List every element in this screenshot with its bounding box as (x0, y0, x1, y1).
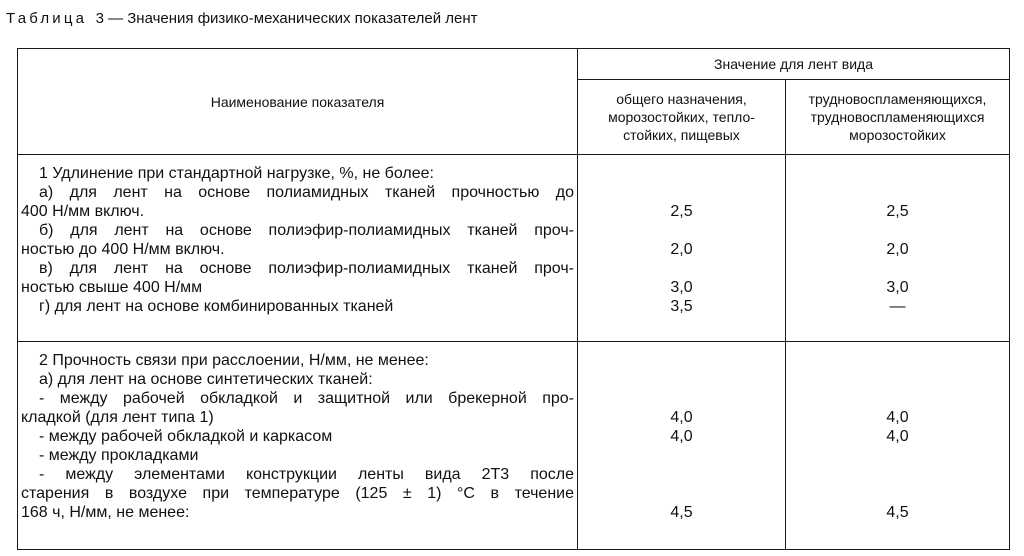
value-cell: 4,0 (886, 408, 909, 426)
value-cell: — (889, 298, 906, 315)
section2-line: 168 ч, Н/мм, не менее: (21, 503, 190, 521)
caption-title: 3 — Значения физико-механических показателей лент (95, 10, 478, 27)
header-flame-line: морозостойких (849, 127, 946, 143)
value-cell (786, 164, 1009, 183)
section1-flame-values (786, 155, 1010, 342)
section1-line: а) для лент на основе полиамидных тканей прочностью до (39, 184, 574, 201)
section1-line: ностью свыше 400 Н/мм (21, 279, 203, 296)
header-name-column: Наименование показателя (18, 49, 578, 155)
section1-line: ностью до 400 Н/мм включ. (21, 241, 225, 258)
value-cell (786, 259, 1009, 278)
caption-table-word: Таблица (6, 10, 88, 27)
value-cell (786, 370, 1009, 389)
header-general-line: морозостойких, тепло- (608, 109, 755, 125)
value-cell: 2,0 (670, 241, 693, 258)
section1-line: в) для лент на основе полиэфир-полиамидных тканей проч- (39, 260, 574, 277)
section1-line: 400 Н/мм включ. (21, 203, 145, 220)
value-cell (786, 389, 1009, 408)
value-cell (578, 370, 785, 389)
value-cell: 2,5 (886, 203, 909, 220)
header-flame-line: трудновоспламеняющихся, (808, 91, 987, 107)
section2-general-values (578, 341, 786, 549)
value-cell (786, 465, 1009, 484)
value-cell (786, 183, 1009, 202)
section2-line: - между прокладками (39, 446, 199, 464)
value-cell (578, 446, 785, 465)
header-value-group: Значение для лент вида (578, 49, 1010, 80)
section2-line: - между рабочей обкладкой и каркасом (39, 427, 333, 445)
section-row-peel-strength (18, 341, 1010, 549)
value-cell (786, 351, 1009, 370)
value-cell (578, 259, 785, 278)
value-cell (786, 446, 1009, 465)
value-cell (786, 484, 1009, 503)
section1-line: 1 Удлинение при стандартной нагрузке, %, не более: (39, 165, 434, 182)
value-cell (578, 465, 785, 484)
value-cell (578, 221, 785, 240)
value-cell: 2,0 (886, 241, 909, 258)
table-caption (6, 10, 478, 27)
value-cell: 3,0 (670, 279, 693, 296)
section2-line: - между элементами конструкции ленты вида 2Т3 после (39, 465, 574, 483)
value-cell: 4,5 (886, 503, 909, 521)
header-flame-line: трудновоспламеняющихся (810, 109, 985, 125)
value-cell (578, 164, 785, 183)
value-cell (786, 221, 1009, 240)
value-cell: 3,5 (670, 298, 693, 315)
section-row-elongation (18, 155, 1010, 342)
value-cell: 4,5 (670, 503, 693, 521)
header-row-top (18, 49, 1010, 80)
header-general-line: общего назначения, (616, 91, 747, 107)
value-cell (578, 183, 785, 202)
section2-line: кладкой (для лент типа 1) (21, 408, 214, 426)
value-cell: 4,0 (670, 427, 693, 445)
section1-line: г) для лент на основе комбинированных тканей (39, 298, 394, 315)
value-cell: 2,5 (670, 203, 693, 220)
value-cell: 4,0 (670, 408, 693, 426)
properties-table (17, 48, 1010, 550)
section1-line: б) для лент на основе полиэфир-полиамидных тканей проч- (39, 222, 574, 239)
header-general-line: стойких, пищевых (623, 127, 740, 143)
section2-flame-values (786, 341, 1010, 549)
value-cell (578, 351, 785, 370)
section2-line: - между рабочей обкладкой и защитной или брекерной про- (39, 389, 574, 407)
header-general-purpose (578, 80, 786, 155)
section2-line: старения в воздухе при температуре (125 ± 1) °С в течение (21, 484, 574, 502)
header-flame-retardant (786, 80, 1010, 155)
value-cell (578, 484, 785, 503)
value-cell: 4,0 (886, 427, 909, 445)
section2-line: 2 Прочность связи при расслоении, Н/мм, не менее: (39, 351, 429, 369)
value-cell (578, 389, 785, 408)
value-cell: 3,0 (886, 279, 909, 296)
section2-line: а) для лент на основе синтетических тканей: (39, 370, 373, 388)
section1-general-values (578, 155, 786, 342)
section1-description (18, 155, 578, 342)
section2-description (18, 341, 578, 549)
